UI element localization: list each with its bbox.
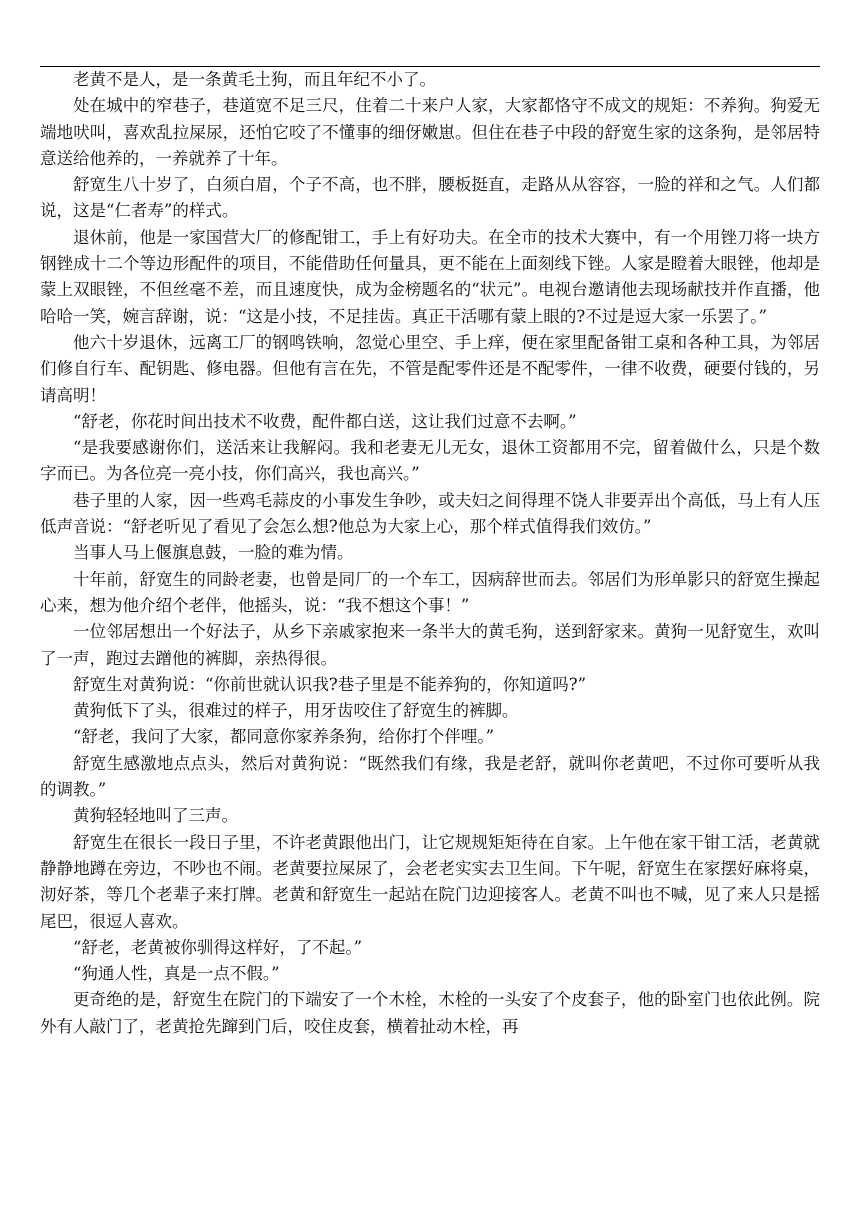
paragraph: 舒宽生感激地点点头，然后对黄狗说：“既然我们有缘，我是老舒，就叫你老黄吧，不过你可要听从我的调教。” [40,753,820,800]
paragraph: 巷子里的人家，因一些鸡毛蒜皮的小事发生争吵，或夫妇之间得理不饶人非要弄出个高低，马上有人压低声音说：“舒老听见了看见了会怎么想?他总为大家上心，那个样式值得我们效仿。” [40,490,820,537]
paragraph: 一位邻居想出一个好法子，从乡下亲戚家抱来一条半大的黄毛狗，送到舒家来。黄狗一见舒宽生，欢叫了一声，跑过去蹭他的裤脚，亲热得很。 [40,622,820,668]
paragraph: 他六十岁退休，远离工厂的钢鸣铁响，忽觉心里空、手上痒，便在家里配备钳工桌和各种工具，为邻居们修自行车、配钥匙、修电器。但他有言在先，不管是配零件还是不配零件，一律不收费，硬要付钱的，另请高明！ [40,332,820,405]
paragraph: 老黄不是人，是一条黄毛土狗，而且年纪不小了。 [73,70,436,89]
paragraph: “舒老，我问了大家，都同意你家养条狗，给你打个伴哩。” [73,727,495,747]
paragraph: 退休前，他是一家国营大厂的修配钳工，手上有好功夫。在全市的技术大赛中，有一个用锉刀将一块方钢锉成十二个等边形配件的项目，不能借助任何量具，更不能在上面刻线下锉。人家是瞪着大眼锉，他却是蒙上双眼锉，不但丝毫不差，而且速度快，成为金榜题名的“状元”。电视台邀请他去现场献技并作直播，他哈哈一笑，婉言辞谢，说：“这是小技，不足挂齿。真正干活哪有蒙上眼的?不过是逗大家一乐罢了。” [40,227,820,326]
paragraph: “是我要感谢你们，送活来让我解闷。我和老妻无儿无女，退休工资都用不完，留着做什么，只是个数字而已。为各位亮一亮小技，你们高兴，我也高兴。” [40,438,820,484]
paragraph: “舒老，你花时间出技术不收费，配件都白送，这让我们过意不去啊。” [73,411,577,431]
paragraph: 当事人马上偃旗息鼓，一脸的难为情。 [73,543,354,563]
paragraph: “狗通人性，真是一点不假。” [73,964,280,984]
paragraph: 舒宽生在很长一段日子里，不许老黄跟他出门，让它规规矩矩待在自家。上午他在家干钳工活，老黄就静静地蹲在旁边，不吵也不闹。老黄要拉屎尿了，会老老实实去卫生间。下午呢，舒宽生在家摆好麻将桌，沏好茶，等几个老辈子来打牌。老黄和舒宽生一起站在院门边迎接客人。老黄不叫也不喊，见了来人只是摇尾巴，很逗人喜欢。 [40,832,820,931]
paragraph: 舒宽生对黄狗说：“你前世就认识我?巷子里是不能养狗的，你知道吗?” [73,674,587,694]
paragraph: 更奇绝的是，舒宽生在院门的下端安了一个木栓，木栓的一头安了个皮套子，他的卧室门也依此例。院外有人敲门了，老黄抢先蹿到门后，咬住皮套，横着扯动木栓，再 [40,990,820,1036]
paragraph: 黄狗低下了头，很难过的样子，用牙齿咬住了舒宽生的裤脚。 [73,701,519,721]
paragraph: 舒宽生八十岁了，白须白眉，个子不高，也不胖，腰板挺直，走路从从容容，一脸的祥和之气。人们都说，这是“仁者寿”的样式。 [40,175,820,221]
paragraph: 十年前，舒宽生的同龄老妻，也曾是同厂的一个车工，因病辞世而去。邻居们为形单影只的舒宽生操起心来，想为他介绍个老伴，他摇头，说：“我不想这个事！” [40,569,820,615]
paragraph: 处在城中的窄巷子，巷道宽不足三尺，住着二十来户人家，大家都恪守不成文的规矩：不养狗。狗爱无端地吠叫，喜欢乱拉屎尿，还怕它咬了不懂事的细伢嫩崽。但住在巷子中段的舒宽生家的这条狗，是邻居特意送给他养的，一养就养了十年。 [40,96,820,168]
paragraph: 黄狗轻轻地叫了三声。 [73,806,238,826]
paragraph: “舒老，老黄被你驯得这样好，了不起。” [73,937,363,957]
story-body [40,67,820,1040]
